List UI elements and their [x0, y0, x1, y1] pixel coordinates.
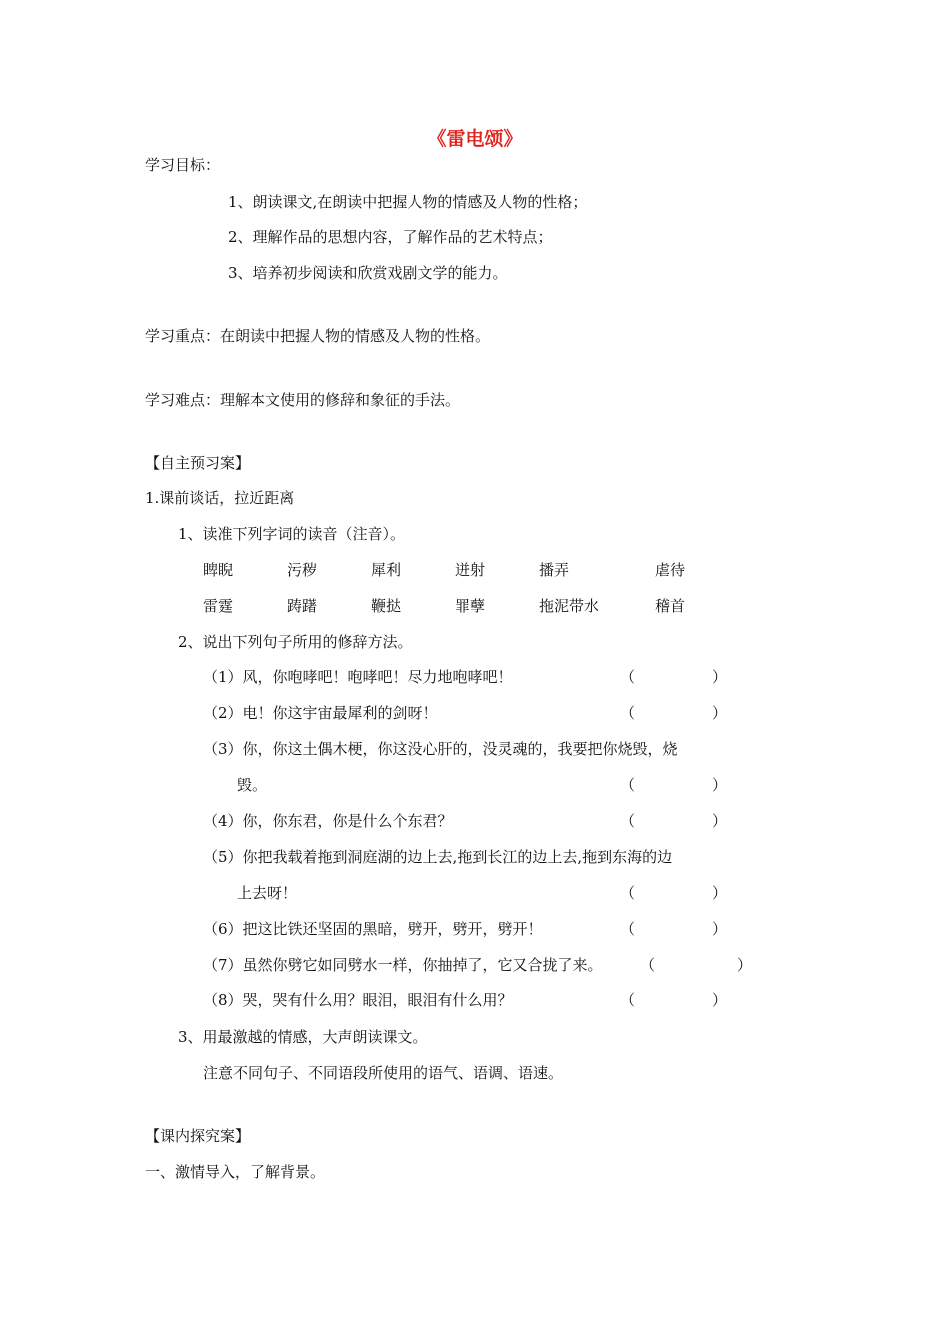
- answer-paren-open: （: [620, 920, 636, 938]
- objectives-label: 学习目标：: [145, 156, 221, 174]
- sentence: （6）把这比铁还坚固的黑暗，劈开，劈开，劈开！: [203, 920, 543, 938]
- answer-paren-close: ）: [712, 884, 728, 902]
- answer-paren-open: （: [620, 991, 636, 1009]
- answer-paren-close: ）: [712, 812, 728, 830]
- sentence: （8）哭，哭有什么用？眼泪，眼泪有什么用？: [203, 991, 513, 1009]
- answer-paren-close: ）: [712, 920, 728, 938]
- sentence-continuation: 上去呀！: [237, 884, 298, 902]
- task-3-note: 注意不同句子、不同语段所使用的语气、语调、语速。: [203, 1064, 564, 1082]
- answer-paren-close: ）: [712, 991, 728, 1009]
- sentence: （4）你，你东君，你是什么个东君？: [203, 812, 453, 830]
- answer-paren-close: ）: [712, 704, 728, 722]
- pinyin-word: 鞭挞: [371, 597, 402, 615]
- answer-paren-open: （: [620, 776, 636, 794]
- sentence: （1）风，你咆哮吧！咆哮吧！尽力地咆哮吧！: [203, 668, 513, 686]
- pinyin-word: 稽首: [655, 597, 686, 615]
- sentence: （7）虽然你劈它如同劈水一样，你抽掉了，它又合拢了来。: [203, 956, 603, 974]
- pinyin-word: 踌躇: [287, 597, 318, 615]
- pinyin-word: 雷霆: [203, 597, 234, 615]
- preview-section-1: 1.课前谈话，拉近距离: [145, 489, 295, 507]
- preview-header: 【自主预习案】: [145, 454, 251, 472]
- task-2: 2、说出下列句子所用的修辞方法。: [178, 633, 413, 651]
- answer-paren-open: （: [640, 956, 656, 974]
- sentence: （2）电！你这宇宙最犀利的剑呀！: [203, 704, 438, 722]
- answer-paren-open: （: [620, 812, 636, 830]
- inclass-section-1: 一、激情导入，了解背景。: [145, 1163, 326, 1181]
- pinyin-word: 迸射: [455, 561, 486, 579]
- sentence: （3）你，你这土偶木梗，你这没心肝的，没灵魂的，我要把你烧毁，烧: [203, 740, 678, 758]
- pinyin-word: 罪孽: [455, 597, 486, 615]
- answer-paren-close: ）: [712, 776, 728, 794]
- pinyin-word: 犀利: [371, 561, 402, 579]
- answer-paren-close: ）: [737, 956, 753, 974]
- sentence: （5）你把我载着拖到洞庭湖的边上去,拖到长江的边上去,拖到东海的边: [203, 848, 673, 866]
- pinyin-word: 虐待: [655, 561, 686, 579]
- answer-paren-open: （: [620, 884, 636, 902]
- document-title: 《雷电颂》: [427, 128, 523, 150]
- task-3: 3、用最激越的情感，大声朗读课文。: [178, 1028, 428, 1046]
- difficulty: 学习难点：理解本文使用的修辞和象征的手法。: [145, 391, 461, 409]
- task-1: 1、读准下列字词的读音（注音）。: [178, 525, 406, 543]
- answer-paren-close: ）: [712, 668, 728, 686]
- pinyin-word: 播弄: [539, 561, 570, 579]
- key-point: 学习重点：在朗读中把握人物的情感及人物的性格。: [145, 327, 491, 345]
- objective-item: 1、朗读课文,在朗读中把握人物的情感及人物的性格；: [228, 193, 588, 211]
- answer-paren-open: （: [620, 704, 636, 722]
- inclass-header: 【课内探究案】: [145, 1127, 251, 1145]
- answer-paren-open: （: [620, 668, 636, 686]
- objective-item: 3、培养初步阅读和欣赏戏剧文学的能力。: [228, 264, 508, 282]
- sentence-continuation: 毁。: [237, 776, 268, 794]
- pinyin-word: 睥睨: [203, 561, 234, 579]
- objective-item: 2、理解作品的思想内容，了解作品的艺术特点；: [228, 228, 553, 246]
- pinyin-word: 污秽: [287, 561, 318, 579]
- pinyin-word: 拖泥带水: [539, 597, 600, 615]
